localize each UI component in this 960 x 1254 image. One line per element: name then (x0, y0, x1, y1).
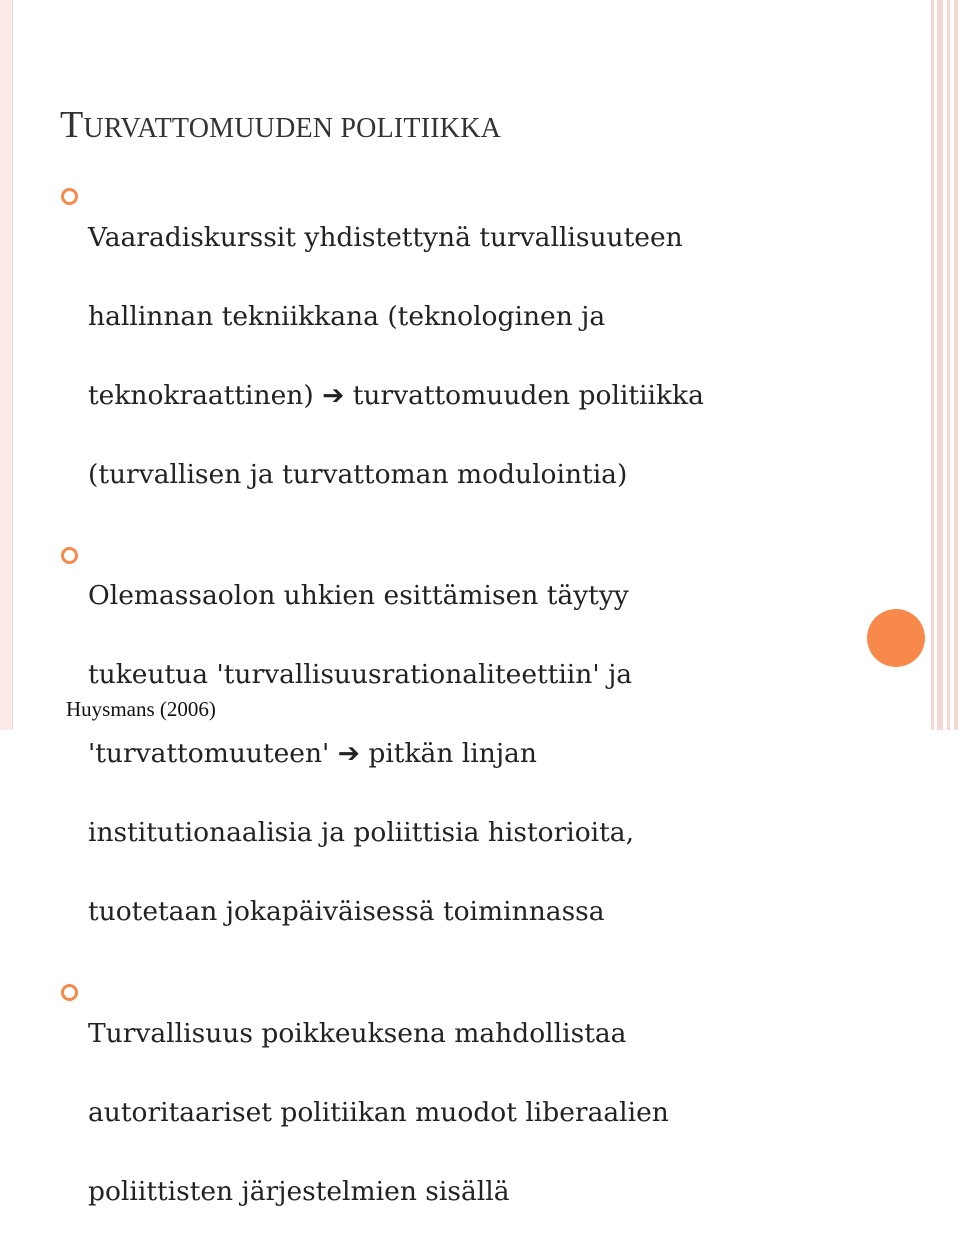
bullet-line: autoritaariset politiikan muodot liberaalien (88, 1096, 669, 1128)
bullet-item (60, 537, 820, 972)
bullet-line: (turvallisen ja turvattoman modulointia) (88, 458, 628, 490)
bullet-text (88, 974, 820, 1251)
slide-title-initial: T (60, 104, 84, 146)
bullet-line: hallinnan tekniikkana (teknologinen ja (88, 300, 606, 332)
bullet-text (88, 178, 820, 534)
bullet-text (88, 537, 820, 972)
decorative-orange-circle (867, 609, 925, 667)
circle-bullet-icon (60, 187, 79, 206)
right-decorative-stripes (928, 0, 960, 730)
bullet-line: 'turvattomuuteen' ➔ pitkän linjan (88, 738, 537, 769)
left-decorative-border (0, 0, 13, 730)
bullet-line: tukeutua 'turvallisuusrationaliteettiin' ja (88, 659, 633, 690)
bullet-item (60, 178, 820, 534)
bullet-line: Olemassaolon uhkien esittämisen täytyy (88, 580, 629, 611)
citation: Huysmans (2006) (66, 697, 216, 721)
bullet-line: institutionaalisia ja poliittisia historioita, (88, 817, 635, 848)
bullet-line: tuotetaan jokapäiväisessä toiminnassa (88, 896, 605, 927)
bullet-line: Turvallisuus poikkeuksena mahdollistaa (88, 1017, 627, 1049)
bullet-line: poliittisten järjestelmien sisällä (88, 1175, 510, 1207)
bullet-line: Vaaradiskurssit yhdistettynä turvallisuuteen (88, 221, 683, 253)
circle-bullet-icon (60, 546, 79, 565)
bullet-line: teknokraattinen) ➔ turvattomuuden politiikka (88, 379, 704, 411)
slide-title (60, 103, 501, 147)
circle-bullet-icon (60, 983, 79, 1002)
slide-title-rest: URVATTOMUUDEN POLITIIKKA (83, 113, 502, 144)
bullet-item (60, 974, 820, 1251)
